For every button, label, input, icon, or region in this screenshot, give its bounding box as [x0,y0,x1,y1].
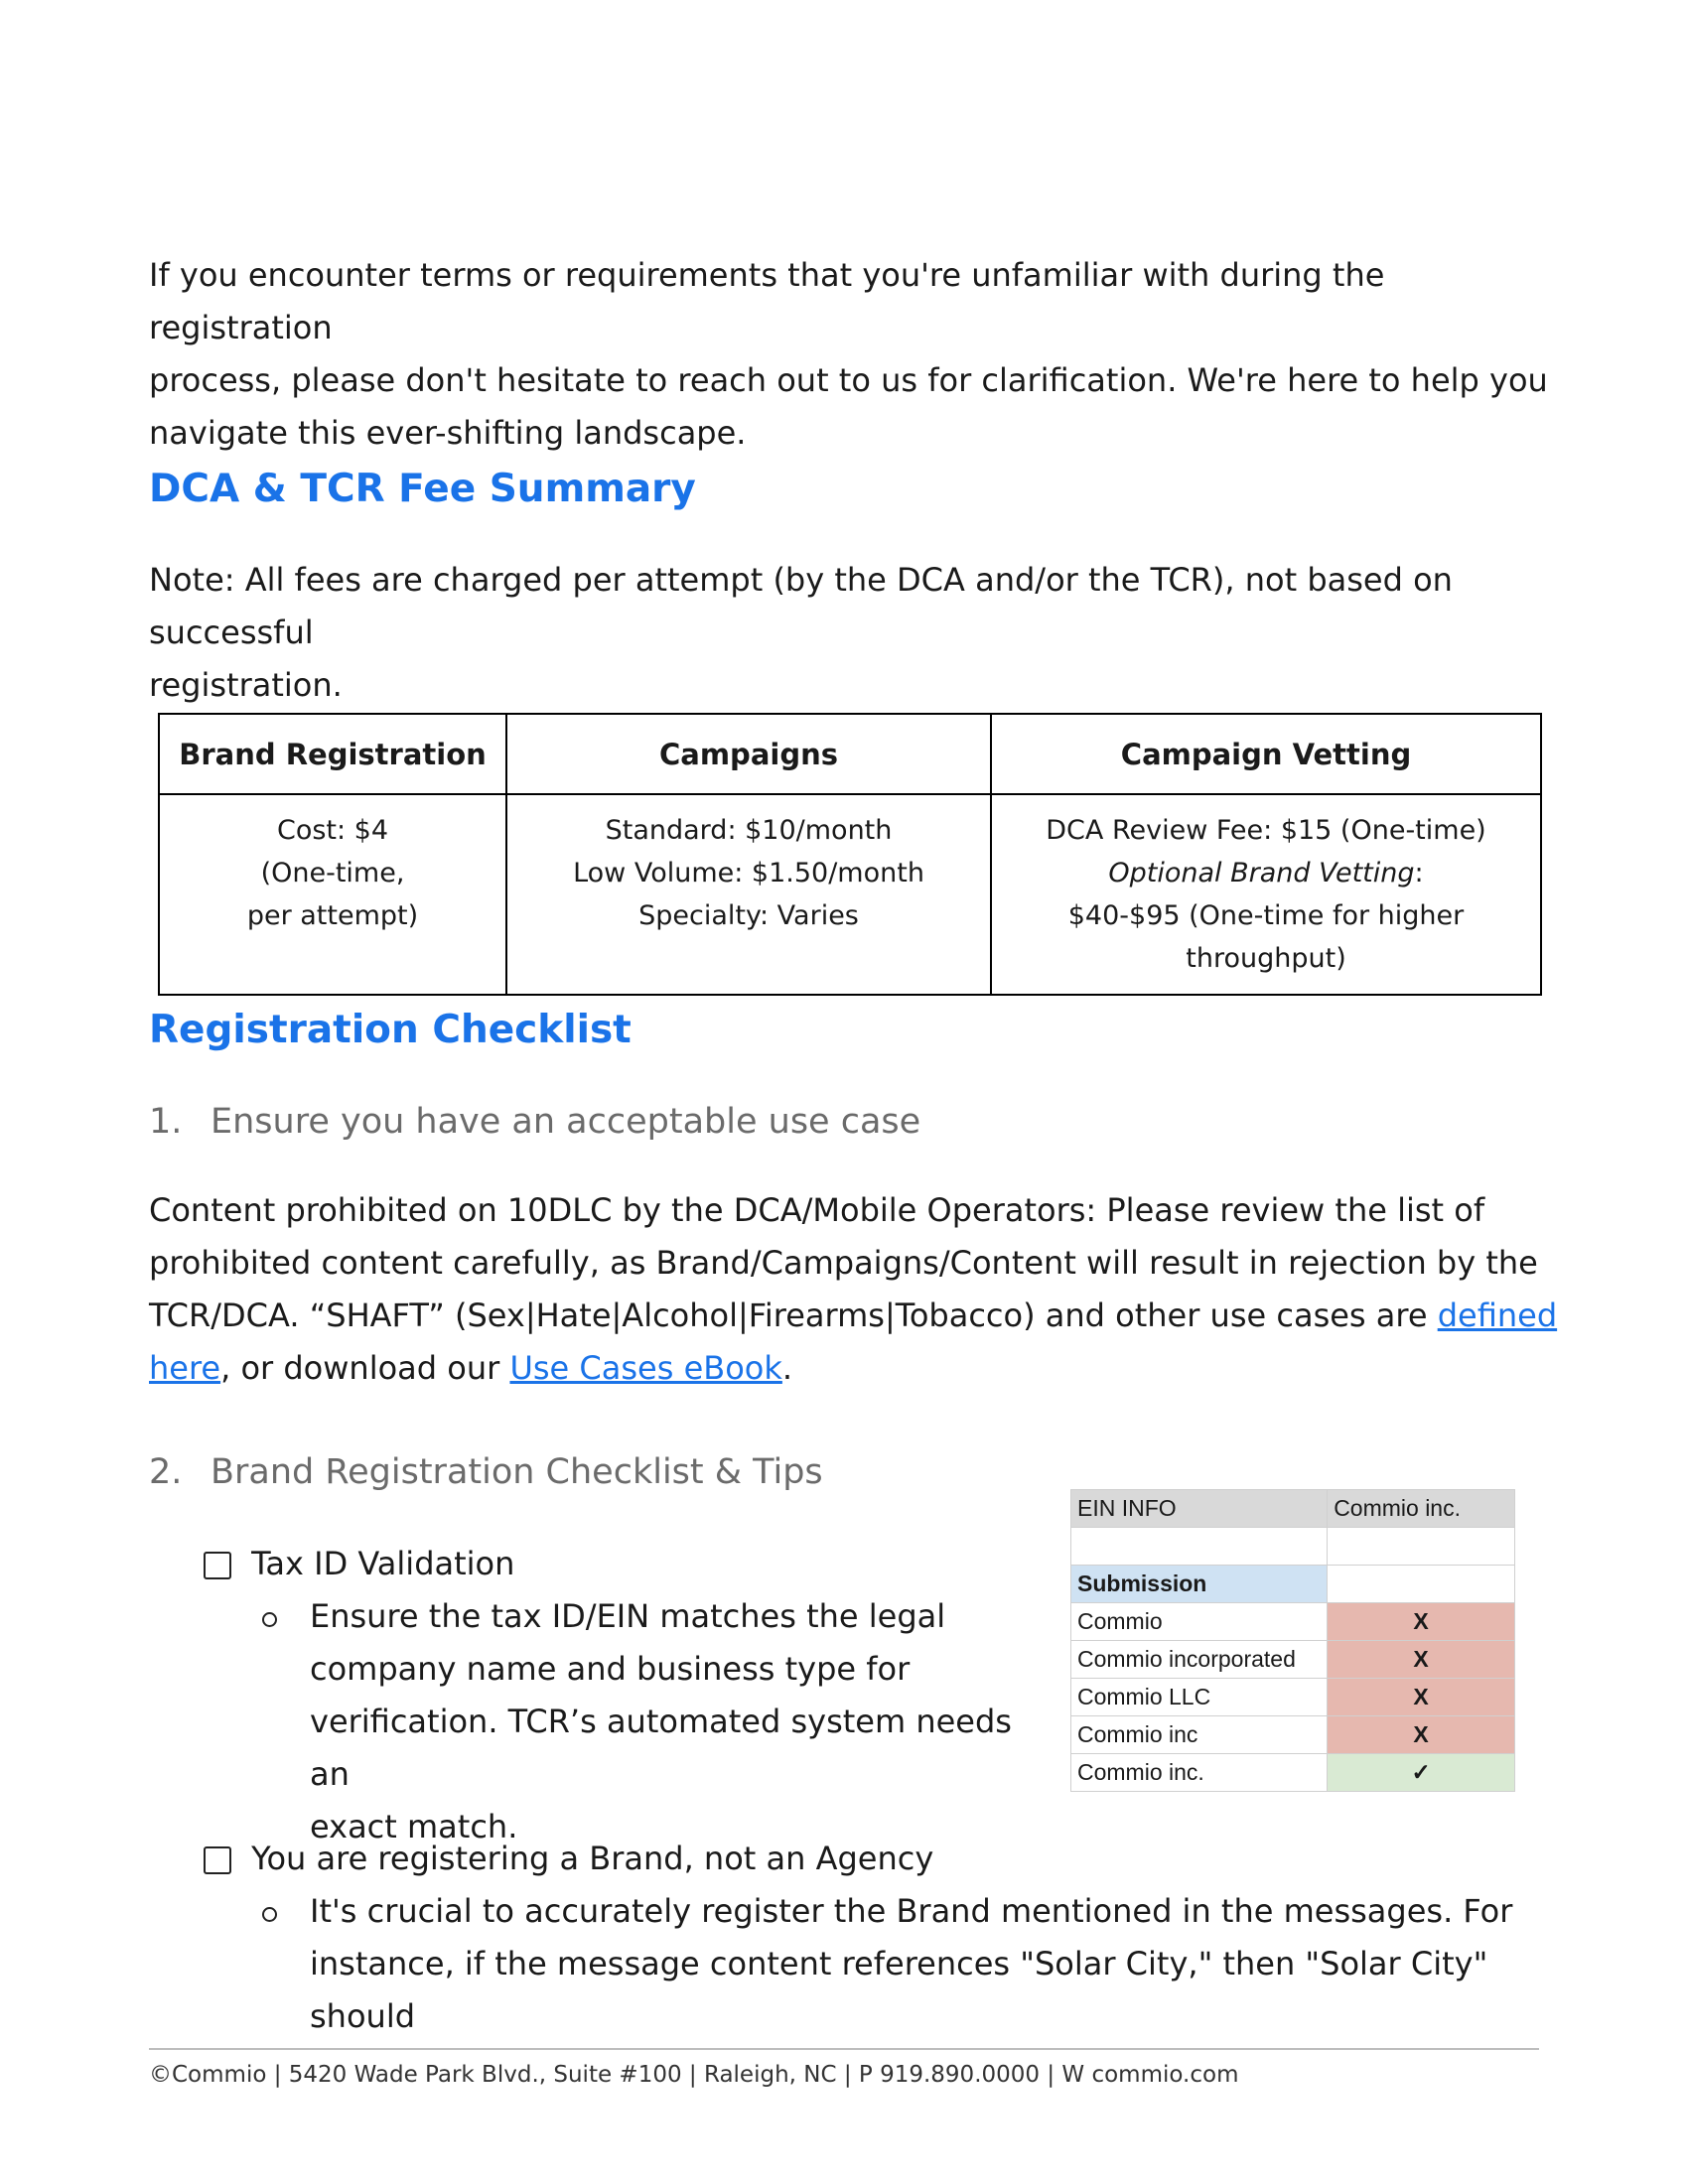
brand-sub-bullet [310,1885,1561,2043]
fee-note-line: registration. [149,666,343,704]
ein-row-fail-mark: X [1328,1716,1515,1754]
paragraph-line [149,1290,1559,1342]
footer-text: ©Commio | 5420 Wade Park Blvd., Suite #100 | Raleigh, NC | P 919.890.0000 | W commio.com [149,2062,1239,2088]
fee-note-line: Note: All fees are charged per attempt (by the DCA and/or the TCR), not based on successful [149,561,1453,651]
bullet-circle-icon [262,1612,277,1631]
ein-spacer-cell [1071,1528,1328,1566]
sub-bullet-line: exact match. [310,1808,518,1845]
checkbox-icon[interactable] [204,1552,231,1579]
ein-spacer-cell [1328,1566,1515,1603]
ein-spacer-cell [1328,1528,1515,1566]
defined-here-link-continued[interactable]: here [149,1349,221,1387]
fee-summary-heading: DCA & TCR Fee Summary [149,467,696,511]
checklist-item-brand-not-agency [204,1833,933,1885]
registration-checklist-heading: Registration Checklist [149,1008,632,1052]
ein-submission-label: Submission [1071,1566,1328,1603]
colon: : [1414,858,1424,888]
fee-table [158,713,1542,996]
tax-id-sub-bullet [310,1590,1045,1853]
ein-row-name: Commio inc. [1071,1754,1328,1792]
checkbox-icon[interactable] [204,1846,231,1874]
intro-line: If you encounter terms or requirements that you're unfamiliar with during the registration [149,256,1385,346]
item1-heading [149,1102,920,1142]
paragraph-line: Content prohibited on 10DLC by the DCA/Mobile Operators: Please review the list of [149,1191,1485,1229]
ein-row-fail-mark: X [1328,1679,1515,1716]
item2-heading [149,1452,823,1492]
cell-line: Low Volume: $1.50/month [573,858,924,888]
ein-row-name: Commio LLC [1071,1679,1328,1716]
sub-bullet-line: It's crucial to accurately register the Brand mentioned in the messages. For [310,1892,1513,1930]
item-number: 2. [149,1452,183,1492]
checklist-item-label: Tax ID Validation [251,1545,515,1582]
paragraph-text: TCR/DCA. “SHAFT” (Sex|Hate|Alcohol|Firearms|Tobacco) and other use cases are [149,1297,1438,1334]
paragraph-line [149,1342,1559,1395]
sub-bullet-line: company name and business type for [310,1650,911,1688]
ein-row-fail-mark: X [1328,1603,1515,1641]
paragraph-line: prohibited content carefully, as Brand/Campaigns/Content will result in rejection by the [149,1244,1538,1282]
defined-here-link[interactable]: defined [1437,1297,1558,1334]
cell-line: Standard: $10/month [605,815,893,846]
use-cases-ebook-link[interactable]: Use Cases eBook [509,1349,782,1387]
sub-bullet-line: instance, if the message content references "Solar City," then "Solar City" should [310,1945,1488,2035]
item-number: 1. [149,1102,183,1142]
ein-header-label: EIN INFO [1071,1490,1328,1528]
ein-example-table [1070,1489,1515,1792]
bullet-circle-icon [262,1907,277,1926]
fee-table-header: Campaigns [506,714,991,794]
checklist-item-label: You are registering a Brand, not an Agency [251,1840,934,1877]
footer-divider [149,2048,1539,2050]
cell-line: $40-$95 (One-time for higher throughput) [1067,900,1465,974]
ein-row-pass-mark: ✓ [1328,1754,1515,1792]
ein-row-name: Commio [1071,1603,1328,1641]
campaigns-cell [506,794,991,995]
ein-row-fail-mark: X [1328,1641,1515,1679]
cell-line: DCA Review Fee: $15 (One-time) [1046,815,1486,846]
ein-row-name: Commio inc [1071,1716,1328,1754]
item-title: Ensure you have an acceptable use case [211,1102,921,1142]
fee-note [149,554,1559,712]
brand-registration-cell [159,794,506,995]
checklist-item-tax-id [204,1538,514,1590]
fee-table-header: Campaign Vetting [991,714,1541,794]
ein-row-name: Commio incorporated [1071,1641,1328,1679]
optional-vetting-label: Optional Brand Vetting [1108,858,1415,888]
fee-table-header: Brand Registration [159,714,506,794]
cell-line: (One-time, [260,858,405,888]
cell-line: per attempt) [246,900,419,931]
sub-bullet-line: Ensure the tax ID/EIN matches the legal [310,1597,946,1635]
intro-paragraph [149,249,1559,460]
intro-line: process, please don't hesitate to reach out to us for clarification. We're here to help you [149,361,1548,399]
intro-line: navigate this ever-shifting landscape. [149,414,747,452]
campaign-vetting-cell [991,794,1541,995]
cell-line: Cost: $4 [276,815,389,846]
item-title: Brand Registration Checklist & Tips [211,1452,823,1492]
ein-header-value: Commio inc. [1328,1490,1515,1528]
cell-line [998,852,1534,894]
sub-bullet-line: verification. TCR’s automated system needs an [310,1703,1012,1793]
cell-line: Specialty: Varies [638,900,859,931]
paragraph-text: , or download our [220,1349,510,1387]
use-case-paragraph [149,1184,1559,1395]
paragraph-text: . [781,1349,793,1387]
